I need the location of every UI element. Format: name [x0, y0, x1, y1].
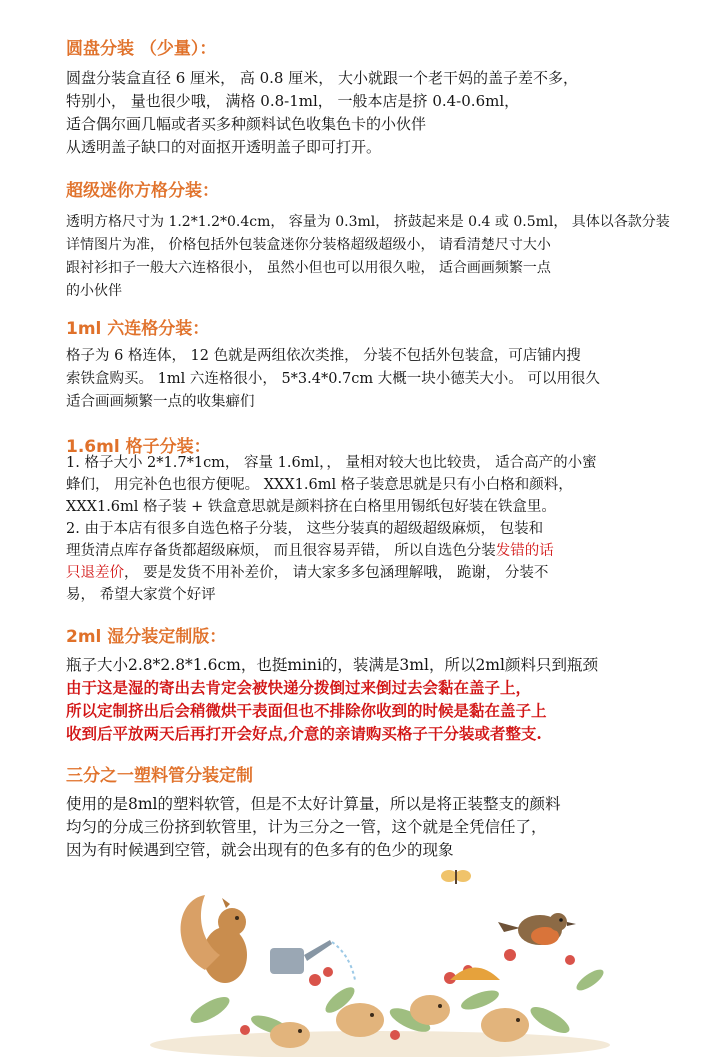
- warning-line: 由于这是湿的寄出去肯定会被快递分拨倒过来倒过去会黏在盖子上，: [66, 678, 532, 697]
- text-line: 适合画画频繁一点的收集癖们: [66, 394, 255, 410]
- text-line: [66, 563, 548, 583]
- text-line: 适合偶尔画几幅或者买多种颜料试色收集色卡的小伙伴: [66, 115, 427, 133]
- warning-text: 发错的话: [495, 543, 554, 559]
- warning-line: 所以定制挤出后会稍微烘干表面但也不排除你收到的时候是黏在盖子上: [66, 701, 547, 720]
- text-line: 详情图片为准， 价格包括外包装盒迷你分装格超级超级小， 请看清楚尺寸大小: [66, 237, 551, 253]
- heading-third-tube: 三分之一塑料管分装定制: [66, 766, 253, 786]
- text-line: [66, 541, 554, 561]
- heading-round-tray: 圆盘分装 （少量）：: [66, 39, 217, 59]
- text-line: 2. 由于本店有很多自选色格子分装， 这些分装真的超级超级麻烦， 包装和: [66, 521, 544, 537]
- heading-mini-grid: 超级迷你方格分装：: [66, 181, 219, 201]
- text-line: 蜂们， 用完补色也很方便呢。 XXX1.6ml 格子装意思就是只有小白格和颜料，: [66, 477, 573, 493]
- text-line: 圆盘分装盒直径 6 厘米， 高 0.8 厘米， 大小就跟一个老干妈的盖子差不多，: [66, 69, 579, 87]
- text-segment: 理货清点库存备货都超级麻烦， 而且很容易弄错， 所以自选色分装: [66, 543, 496, 559]
- text-line: 易， 希望大家赏个好评: [66, 587, 216, 603]
- text-line: 格子为 6 格连体， 12 色就是两组依次类推， 分装不包括外包装盒，可店铺内搜: [66, 348, 581, 364]
- heading-1-6ml-grid: 1.6ml 格子分装：: [66, 437, 211, 457]
- text-line: XXX1.6ml 格子装 + 铁盒意思就是颜料挤在白格里用锡纸包好装在铁盒里。: [66, 499, 556, 515]
- text-line: 透明方格尺寸为 1.2*1.2*0.4cm， 容量为 0.3ml， 挤鼓起来是 0.4 或 0.5ml， 具体以各款分装: [66, 214, 670, 230]
- text-segment: ， 要是发货不用补差价， 请大家多多包涵理解哦， 跪谢， 分装不: [124, 565, 549, 581]
- text-line: 均匀的分成三份挤到软管里，计为三分之一管，这个就是全凭信任了，: [66, 818, 547, 836]
- text-line: 1. 格子大小 2*1.7*1cm， 容量 1.6ml，， 量相对较大也比较贵， 适合高产的小蜜: [66, 455, 597, 471]
- text-line: 索铁盒购买。 1ml 六连格很小， 5*3.4*0.7cm 大概一块小德芙大小。 可以用很久: [66, 371, 600, 387]
- text-line: 特别小， 量也很少哦， 满格 0.8-1ml， 一般本店是挤 0.4-0.6ml，: [66, 92, 520, 110]
- warning-line: 收到后平放两天后再打开会好点,介意的亲请购买格子干分装或者整支.: [66, 724, 542, 743]
- text-line: 从透明盖子缺口的对面抠开透明盖子即可打开。: [66, 138, 382, 156]
- text-line: 的小伙伴: [66, 283, 122, 299]
- heading-2ml-wet: 2ml 湿分装定制版：: [66, 627, 227, 647]
- text-line: 因为有时候遇到空管，就会出现有的色多有的色少的现象: [66, 841, 454, 859]
- warning-text: 只退差价: [66, 565, 124, 581]
- text-line: 瓶子大小2.8*2.8*1.6cm，也挺mini的，装满是3ml，所以2ml颜料只到瓶颈: [66, 656, 598, 674]
- text-line: 跟衬衫扣子一般大六连格很小， 虽然小但也可以用很久啦， 适合画画频繁一点: [66, 260, 551, 276]
- text-line: 使用的是8ml的塑料软管，但是不太好计算量，所以是将正装整支的颜料: [66, 795, 561, 813]
- heading-1ml-six-grid: 1ml 六连格分装：: [66, 319, 210, 339]
- watercolor-animals-flowers-illustration: [150, 860, 610, 1057]
